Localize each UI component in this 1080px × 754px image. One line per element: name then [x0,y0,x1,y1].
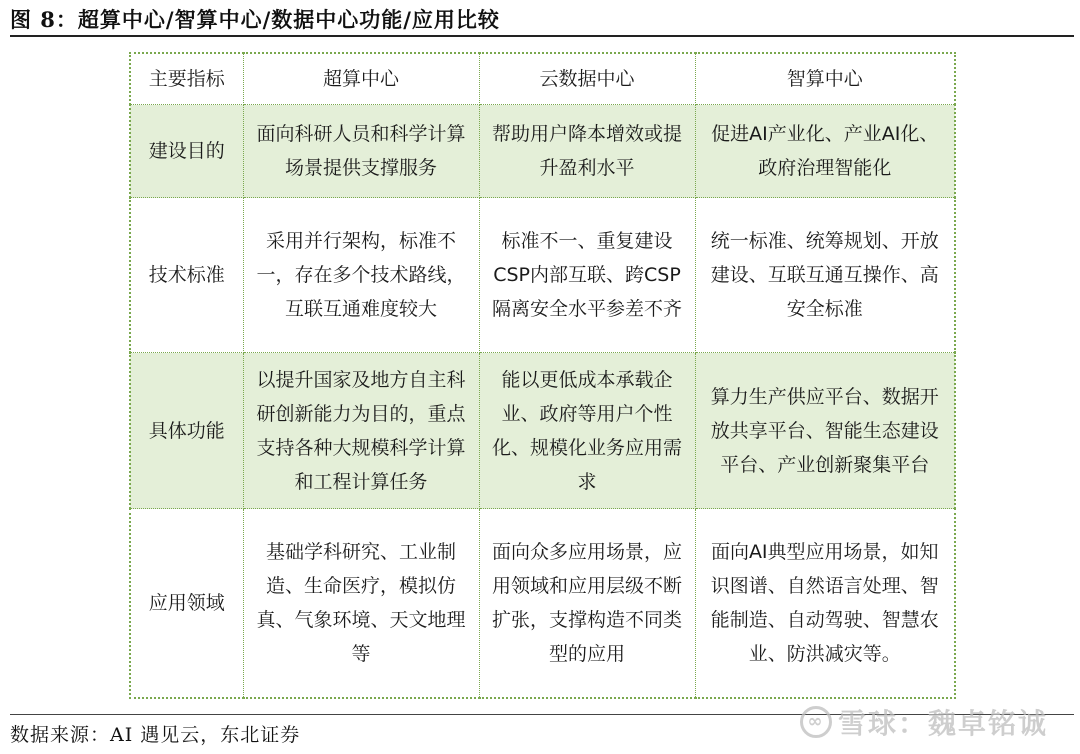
table-cell: 面向科研人员和科学计算场景提供支撑服务 [243,105,479,198]
table-row [130,509,955,699]
table-cell: 能以更低成本承载企业、政府等用户个性化、规模化业务应用需求 [479,353,695,509]
row-label-cell: 建设目的 [130,105,243,198]
table-cell: 基础学科研究、工业制造、生命医疗，模拟仿真、气象环境、天文地理等 [243,509,479,699]
figure-title: 图 8：超算中心/智算中心/数据中心功能/应用比较 [10,7,500,32]
row-label-cell: 技术标准 [130,198,243,353]
table-cell: 面向AI典型应用场景，如知识图谱、自然语言处理、智能制造、自动驾驶、智慧农业、防洪减灾等。 [695,509,955,699]
table-cell: 标准不一、重复建设CSP内部互联、跨CSP隔离安全水平参差不齐 [479,198,695,353]
watermark [800,702,1048,742]
table-row [130,198,955,353]
watermark-text: 雪球：魏卓铭诚 [837,707,1048,740]
table-cell: 以提升国家及地方自主科研创新能力为目的，重点支持各种大规模科学计算和工程计算任务 [243,353,479,509]
table-cell: 面向众多应用场景，应用领域和应用层级不断扩张，支撑构造不同类型的应用 [479,509,695,699]
header-cell: 云数据中心 [479,53,695,105]
xueqiu-logo-icon: ∞ [800,706,832,738]
title-divider [10,35,1074,37]
table-cell: 算力生产供应平台、数据开放共享平台、智能生态建设平台、产业创新聚集平台 [695,353,955,509]
source-note: 数据来源：AI 遇见云，东北证券 [10,724,301,746]
header-cell: 智算中心 [695,53,955,105]
table-cell: 统一标准、统筹规划、开放建设、互联互通互操作、高安全标准 [695,198,955,353]
table-cell: 促进AI产业化、产业AI化、政府治理智能化 [695,105,955,198]
comparison-table [129,52,956,699]
header-cell: 超算中心 [243,53,479,105]
table-row [130,353,955,509]
table-cell: 帮助用户降本增效或提升盈利水平 [479,105,695,198]
row-label-cell: 应用领域 [130,509,243,699]
row-label-cell: 具体功能 [130,353,243,509]
table-cell: 采用并行架构，标准不一，存在多个技术路线，互联互通难度较大 [243,198,479,353]
table-row [130,105,955,198]
table-header-row [130,53,955,105]
header-cell: 主要指标 [130,53,243,105]
